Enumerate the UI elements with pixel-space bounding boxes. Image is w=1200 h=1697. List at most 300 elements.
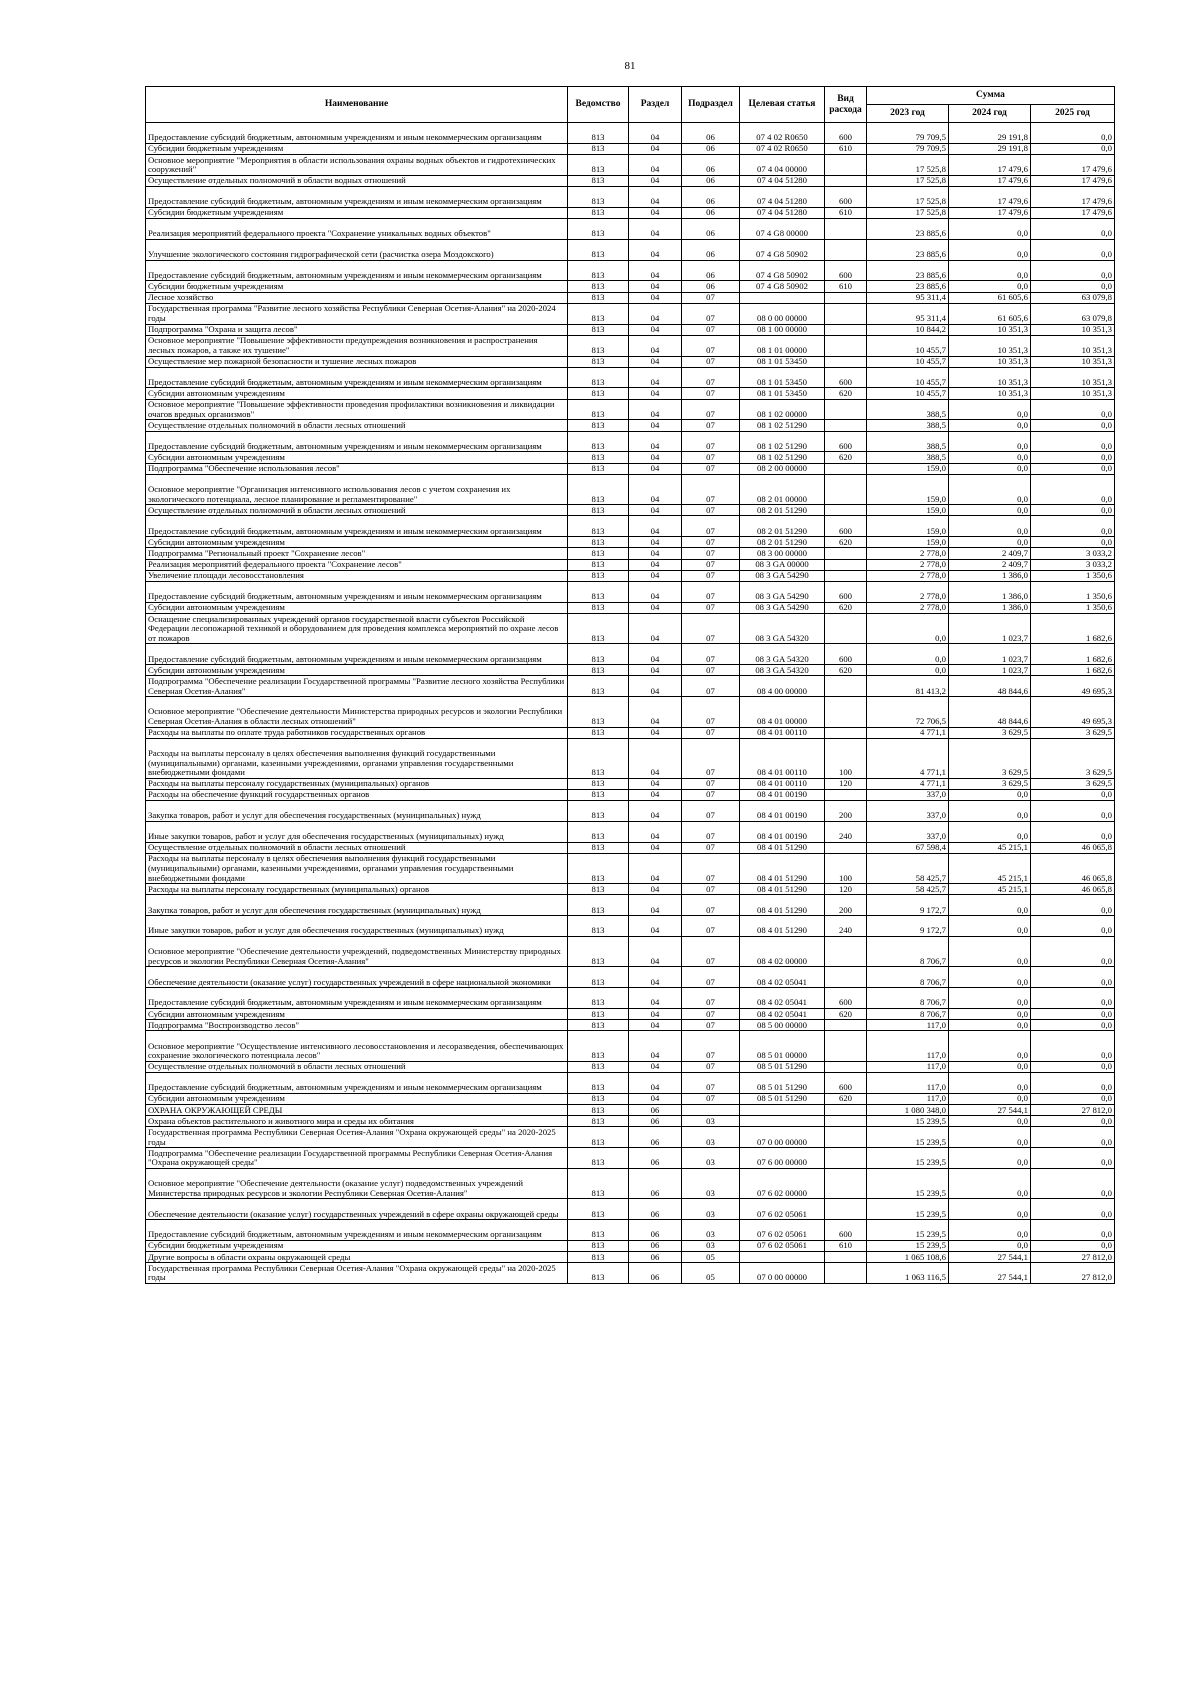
- row-razdel: 04: [629, 842, 682, 853]
- row-razdel: 06: [629, 1104, 682, 1115]
- row-sum-2023: 95 311,4: [867, 292, 949, 303]
- row-sum-2023: 337,0: [867, 821, 949, 842]
- row-celevaya: 08 3 GA 54290: [740, 602, 825, 613]
- row-sum-2024: 10 351,3: [949, 367, 1031, 388]
- row-sum-2023: 8 706,7: [867, 937, 949, 967]
- row-sum-2024: 0,0: [949, 967, 1031, 988]
- row-podrazdel: 06: [682, 239, 740, 260]
- row-vedomstvo: 813: [568, 505, 629, 516]
- row-sum-2023: 58 425,7: [867, 853, 949, 883]
- row-vid: 620: [825, 452, 867, 463]
- table-row: [146, 1127, 1115, 1148]
- row-name: Улучшение экологического состояния гидрографической сети (расчистка озера Моздокского): [146, 239, 568, 260]
- row-vedomstvo: 813: [568, 1072, 629, 1093]
- row-razdel: 04: [629, 916, 682, 937]
- row-razdel: 04: [629, 967, 682, 988]
- row-name: Увеличение площади лесовосстановления: [146, 570, 568, 581]
- row-sum-2025: 0,0: [1031, 967, 1115, 988]
- row-sum-2025: 0,0: [1031, 988, 1115, 1009]
- row-vedomstvo: 813: [568, 537, 629, 548]
- row-celevaya: 07 6 02 05061: [740, 1199, 825, 1220]
- row-celevaya: 07 4 04 51280: [740, 175, 825, 186]
- row-sum-2023: 95 311,4: [867, 303, 949, 324]
- table-row: [146, 218, 1115, 239]
- row-name: Оснащение специализированных учреждений органов государственной власти субъектов Российской Федерации лесопожарной техникой и оборудованием для проведения комплекса мероприятий по охране лесов от пожаров: [146, 613, 568, 643]
- row-razdel: 04: [629, 420, 682, 431]
- row-vedomstvo: 813: [568, 789, 629, 800]
- row-vid: 600: [825, 1072, 867, 1093]
- row-vedomstvo: 813: [568, 175, 629, 186]
- row-vedomstvo: 813: [568, 1009, 629, 1020]
- row-sum-2025: 0,0: [1031, 1072, 1115, 1093]
- row-vid: 610: [825, 143, 867, 154]
- table-row: [146, 123, 1115, 144]
- row-vedomstvo: 813: [568, 884, 629, 895]
- row-sum-2023: 2 778,0: [867, 559, 949, 570]
- row-vedomstvo: 813: [568, 207, 629, 218]
- row-razdel: 04: [629, 505, 682, 516]
- row-vedomstvo: 813: [568, 676, 629, 697]
- row-celevaya: 08 3 GA 00000: [740, 559, 825, 570]
- row-razdel: 04: [629, 303, 682, 324]
- row-sum-2024: 0,0: [949, 1220, 1031, 1241]
- row-sum-2024: 1 023,7: [949, 613, 1031, 643]
- row-vedomstvo: 813: [568, 420, 629, 431]
- table-row: [146, 789, 1115, 800]
- header-summa: Сумма: [867, 87, 1115, 105]
- row-vid: [825, 1252, 867, 1263]
- row-vedomstvo: 813: [568, 431, 629, 452]
- table-row: [146, 516, 1115, 537]
- table-row: [146, 474, 1115, 504]
- row-razdel: 04: [629, 895, 682, 916]
- row-vedomstvo: 813: [568, 801, 629, 822]
- row-sum-2025: 63 079,8: [1031, 292, 1115, 303]
- row-vedomstvo: 813: [568, 388, 629, 399]
- row-vedomstvo: 813: [568, 516, 629, 537]
- table-row: [146, 1240, 1115, 1251]
- row-name: Закупка товаров, работ и услуг для обеспечения государственных (муниципальных) нужд: [146, 801, 568, 822]
- row-name: Основное мероприятие "Мероприятия в области использования охраны водных объектов и гидротехнических сооружений": [146, 154, 568, 175]
- header-year-2023: 2023 год: [867, 105, 949, 123]
- row-sum-2023: 17 525,8: [867, 186, 949, 207]
- row-razdel: 04: [629, 292, 682, 303]
- row-vedomstvo: 813: [568, 1240, 629, 1251]
- row-podrazdel: 07: [682, 853, 740, 883]
- row-name: Субсидии автономным учреждениям: [146, 537, 568, 548]
- row-vedomstvo: 813: [568, 335, 629, 356]
- table-row: [146, 335, 1115, 356]
- row-name: Подпрограмма "Обеспечение реализации Государственной программы Республики Северная Осетия-Алания "Охрана окружающей среды": [146, 1148, 568, 1169]
- row-sum-2025: 1 350,6: [1031, 581, 1115, 602]
- row-sum-2025: 0,0: [1031, 1031, 1115, 1061]
- row-sum-2023: 117,0: [867, 1020, 949, 1031]
- table-row: [146, 1020, 1115, 1031]
- row-sum-2023: 23 885,6: [867, 218, 949, 239]
- row-sum-2025: 17 479,6: [1031, 175, 1115, 186]
- row-vid: [825, 474, 867, 504]
- row-vid: 600: [825, 431, 867, 452]
- row-name: Подпрограмма "Охрана и защита лесов": [146, 324, 568, 335]
- row-name: Подпрограмма "Воспроизводство лесов": [146, 1020, 568, 1031]
- table-row: [146, 644, 1115, 665]
- row-sum-2025: 0,0: [1031, 1220, 1115, 1241]
- row-celevaya: 08 4 01 51290: [740, 884, 825, 895]
- row-celevaya: 07 4 04 51280: [740, 186, 825, 207]
- row-vid: [825, 967, 867, 988]
- row-razdel: 04: [629, 853, 682, 883]
- row-sum-2024: 0,0: [949, 1009, 1031, 1020]
- row-sum-2023: 58 425,7: [867, 884, 949, 895]
- row-razdel: 04: [629, 801, 682, 822]
- row-vedomstvo: 813: [568, 559, 629, 570]
- row-sum-2025: 0,0: [1031, 123, 1115, 144]
- row-sum-2023: 1 065 108,6: [867, 1252, 949, 1263]
- row-sum-2023: 388,5: [867, 420, 949, 431]
- row-name: Предоставление субсидий бюджетным, автономным учреждениям и иным некоммерческим организациям: [146, 431, 568, 452]
- row-sum-2023: 388,5: [867, 399, 949, 420]
- row-sum-2023: 67 598,4: [867, 842, 949, 853]
- row-name: Предоставление субсидий бюджетным, автономным учреждениям и иным некоммерческим организациям: [146, 367, 568, 388]
- row-sum-2024: 0,0: [949, 895, 1031, 916]
- table-row: [146, 581, 1115, 602]
- row-podrazdel: 07: [682, 697, 740, 727]
- row-podrazdel: 07: [682, 292, 740, 303]
- table-row: [146, 613, 1115, 643]
- row-celevaya: 08 3 GA 54290: [740, 581, 825, 602]
- row-razdel: 06: [629, 1252, 682, 1263]
- row-sum-2025: 0,0: [1031, 452, 1115, 463]
- row-sum-2025: 46 065,8: [1031, 853, 1115, 883]
- row-vedomstvo: 813: [568, 1116, 629, 1127]
- row-sum-2025: 27 812,0: [1031, 1252, 1115, 1263]
- row-celevaya: 07 6 00 00000: [740, 1148, 825, 1169]
- row-name: Предоставление субсидий бюджетным, автономным учреждениям и иным некоммерческим организациям: [146, 988, 568, 1009]
- row-sum-2025: 0,0: [1031, 537, 1115, 548]
- row-vid: [825, 218, 867, 239]
- row-name: Осуществление отдельных полномочий в области водных отношений: [146, 175, 568, 186]
- row-sum-2024: 1 386,0: [949, 602, 1031, 613]
- row-sum-2023: 159,0: [867, 463, 949, 474]
- row-sum-2024: 2 409,7: [949, 548, 1031, 559]
- row-sum-2025: 10 351,3: [1031, 367, 1115, 388]
- row-razdel: 04: [629, 789, 682, 800]
- row-sum-2025: 0,0: [1031, 218, 1115, 239]
- row-sum-2025: 17 479,6: [1031, 154, 1115, 175]
- row-sum-2023: 23 885,6: [867, 260, 949, 281]
- row-name: Подпрограмма "Обеспечение реализации Государственной программы "Развитие лесного хозяйства Республики Северная Осетия-Алания": [146, 676, 568, 697]
- row-razdel: 04: [629, 1093, 682, 1104]
- row-podrazdel: 07: [682, 452, 740, 463]
- row-name: Подпрограмма "Обеспечение использования лесов": [146, 463, 568, 474]
- row-podrazdel: 03: [682, 1240, 740, 1251]
- row-podrazdel: 07: [682, 324, 740, 335]
- row-name: Основное мероприятие "Обеспечение деятельности Министерства природных ресурсов и экологии Республики Северная Осетия-Алания в области лесных отношений": [146, 697, 568, 727]
- row-sum-2024: 48 844,6: [949, 697, 1031, 727]
- row-vedomstvo: 813: [568, 697, 629, 727]
- row-vedomstvo: 813: [568, 581, 629, 602]
- table-row: [146, 842, 1115, 853]
- row-sum-2025: 63 079,8: [1031, 303, 1115, 324]
- row-vedomstvo: 813: [568, 967, 629, 988]
- row-celevaya: 08 4 00 00000: [740, 676, 825, 697]
- row-vedomstvo: 813: [568, 260, 629, 281]
- row-vid: [825, 463, 867, 474]
- row-podrazdel: 07: [682, 895, 740, 916]
- row-celevaya: 08 4 01 51290: [740, 895, 825, 916]
- row-sum-2024: 0,0: [949, 1168, 1031, 1198]
- row-celevaya: 07 4 G8 50902: [740, 260, 825, 281]
- row-sum-2023: 81 413,2: [867, 676, 949, 697]
- table-row: [146, 602, 1115, 613]
- row-sum-2024: 0,0: [949, 1240, 1031, 1251]
- row-sum-2023: 23 885,6: [867, 281, 949, 292]
- row-razdel: 06: [629, 1116, 682, 1127]
- table-row: [146, 895, 1115, 916]
- row-podrazdel: 06: [682, 218, 740, 239]
- row-celevaya: 07 4 02 R0650: [740, 143, 825, 154]
- row-vedomstvo: 813: [568, 1220, 629, 1241]
- row-sum-2024: 0,0: [949, 916, 1031, 937]
- row-sum-2023: 15 239,5: [867, 1168, 949, 1198]
- header-name: Наименование: [146, 87, 568, 123]
- table-row: [146, 1093, 1115, 1104]
- row-sum-2024: 0,0: [949, 1116, 1031, 1127]
- row-name: Осуществление отдельных полномочий в области лесных отношений: [146, 842, 568, 853]
- row-name: Субсидии бюджетным учреждениям: [146, 207, 568, 218]
- row-name: Субсидии бюджетным учреждениям: [146, 281, 568, 292]
- table-row: [146, 537, 1115, 548]
- table-body: [146, 123, 1115, 1284]
- row-vid: [825, 1148, 867, 1169]
- row-celevaya: 08 5 00 00000: [740, 1020, 825, 1031]
- row-vid: 610: [825, 281, 867, 292]
- row-name: Основное мероприятие "Осуществление интенсивного лесовосстановления и лесоразведения, обеспечивающих сохранение экологического потенциала лесов": [146, 1031, 568, 1061]
- row-sum-2025: 0,0: [1031, 1199, 1115, 1220]
- row-sum-2025: 1 350,6: [1031, 602, 1115, 613]
- row-sum-2024: 17 479,6: [949, 186, 1031, 207]
- row-razdel: 04: [629, 463, 682, 474]
- row-name: Основное мероприятие "Повышение эффективности проведения профилактики возникновения и ликвидации очагов вредных организмов": [146, 399, 568, 420]
- row-sum-2024: 0,0: [949, 937, 1031, 967]
- table-row: [146, 1168, 1115, 1198]
- row-podrazdel: 03: [682, 1168, 740, 1198]
- table-row: [146, 207, 1115, 218]
- row-vid: [825, 175, 867, 186]
- row-vedomstvo: 813: [568, 937, 629, 967]
- row-sum-2025: 3 033,2: [1031, 559, 1115, 570]
- row-razdel: 04: [629, 644, 682, 665]
- table-row: [146, 821, 1115, 842]
- row-vedomstvo: 813: [568, 474, 629, 504]
- row-name: Основное мероприятие "Обеспечение деятельности (оказание услуг) подведомственных учреждений Министерства природных ресурсов и экологии Республики Северная Осетия-Алания": [146, 1168, 568, 1198]
- row-vid: 610: [825, 1240, 867, 1251]
- row-celevaya: 08 1 02 51290: [740, 431, 825, 452]
- row-vid: 620: [825, 537, 867, 548]
- row-sum-2024: 10 351,3: [949, 388, 1031, 399]
- row-podrazdel: 06: [682, 154, 740, 175]
- row-sum-2023: 388,5: [867, 452, 949, 463]
- row-vedomstvo: 813: [568, 570, 629, 581]
- table-row: [146, 175, 1115, 186]
- row-podrazdel: 07: [682, 505, 740, 516]
- row-razdel: 04: [629, 154, 682, 175]
- row-sum-2023: 9 172,7: [867, 916, 949, 937]
- table-row: [146, 367, 1115, 388]
- row-razdel: 04: [629, 474, 682, 504]
- row-name: Государственная программа "Развитие лесного хозяйства Республики Северная Осетия-Алания" на 2020-2024 годы: [146, 303, 568, 324]
- table-row: [146, 1252, 1115, 1263]
- row-sum-2023: 0,0: [867, 613, 949, 643]
- row-sum-2023: 4 771,1: [867, 727, 949, 738]
- row-sum-2024: 17 479,6: [949, 154, 1031, 175]
- row-razdel: 04: [629, 1020, 682, 1031]
- budget-table: [145, 86, 1115, 1284]
- row-vid: 100: [825, 738, 867, 778]
- row-vedomstvo: 813: [568, 895, 629, 916]
- row-vedomstvo: 813: [568, 143, 629, 154]
- table-row: [146, 778, 1115, 789]
- row-sum-2024: 45 215,1: [949, 842, 1031, 853]
- row-podrazdel: 07: [682, 842, 740, 853]
- row-sum-2023: 9 172,7: [867, 895, 949, 916]
- row-sum-2024: 27 544,1: [949, 1104, 1031, 1115]
- table-row: [146, 420, 1115, 431]
- row-sum-2025: 0,0: [1031, 1148, 1115, 1169]
- row-sum-2024: 45 215,1: [949, 853, 1031, 883]
- row-podrazdel: 07: [682, 988, 740, 1009]
- table-row: [146, 801, 1115, 822]
- row-celevaya: 08 3 00 00000: [740, 548, 825, 559]
- table-row: [146, 1148, 1115, 1169]
- row-name: Обеспечение деятельности (оказание услуг) государственных учреждений в сфере охраны окружающей среды: [146, 1199, 568, 1220]
- row-sum-2025: 0,0: [1031, 420, 1115, 431]
- row-vedomstvo: 813: [568, 548, 629, 559]
- row-sum-2025: 0,0: [1031, 937, 1115, 967]
- table-row: [146, 1199, 1115, 1220]
- row-vid: [825, 842, 867, 853]
- table-row: [146, 463, 1115, 474]
- row-name: Субсидии бюджетным учреждениям: [146, 143, 568, 154]
- row-sum-2023: 0,0: [867, 665, 949, 676]
- row-podrazdel: 07: [682, 388, 740, 399]
- row-celevaya: 08 1 01 00000: [740, 335, 825, 356]
- row-podrazdel: 07: [682, 789, 740, 800]
- row-sum-2023: 10 455,7: [867, 335, 949, 356]
- row-razdel: 04: [629, 602, 682, 613]
- row-celevaya: 07 4 G8 50902: [740, 281, 825, 292]
- row-sum-2024: 3 629,5: [949, 727, 1031, 738]
- table-row: [146, 239, 1115, 260]
- row-vedomstvo: 813: [568, 123, 629, 144]
- row-vedomstvo: 813: [568, 1263, 629, 1284]
- row-sum-2024: 27 544,1: [949, 1263, 1031, 1284]
- row-podrazdel: 07: [682, 303, 740, 324]
- row-sum-2025: 0,0: [1031, 895, 1115, 916]
- row-podrazdel: 07: [682, 559, 740, 570]
- row-celevaya: 08 2 01 51290: [740, 505, 825, 516]
- row-name: Основное мероприятие "Повышение эффективности предупреждения возникновения и распространения лесных пожаров, а также их тушение": [146, 335, 568, 356]
- row-sum-2023: 4 771,1: [867, 778, 949, 789]
- row-podrazdel: 07: [682, 367, 740, 388]
- row-celevaya: 08 4 01 00110: [740, 778, 825, 789]
- row-vid: [825, 613, 867, 643]
- row-sum-2025: 3 033,2: [1031, 548, 1115, 559]
- row-vid: [825, 239, 867, 260]
- row-sum-2025: 27 812,0: [1031, 1263, 1115, 1284]
- table-row: [146, 1072, 1115, 1093]
- row-name: Предоставление субсидий бюджетным, автономным учреждениям и иным некоммерческим организациям: [146, 1072, 568, 1093]
- row-razdel: 04: [629, 559, 682, 570]
- row-sum-2025: 0,0: [1031, 516, 1115, 537]
- row-sum-2023: 17 525,8: [867, 154, 949, 175]
- row-razdel: 04: [629, 239, 682, 260]
- row-vid: [825, 324, 867, 335]
- row-vid: 600: [825, 516, 867, 537]
- row-vedomstvo: 813: [568, 738, 629, 778]
- row-razdel: 04: [629, 399, 682, 420]
- row-celevaya: [740, 1252, 825, 1263]
- row-razdel: 04: [629, 581, 682, 602]
- row-celevaya: 08 5 01 51290: [740, 1093, 825, 1104]
- row-name: Субсидии автономным учреждениям: [146, 452, 568, 463]
- row-vedomstvo: 813: [568, 292, 629, 303]
- row-vid: 240: [825, 916, 867, 937]
- row-podrazdel: 07: [682, 548, 740, 559]
- row-sum-2024: 45 215,1: [949, 884, 1031, 895]
- row-celevaya: 08 4 01 00190: [740, 821, 825, 842]
- table-row: [146, 1009, 1115, 1020]
- row-sum-2023: 79 709,5: [867, 123, 949, 144]
- row-razdel: 04: [629, 988, 682, 1009]
- row-celevaya: 08 4 01 00000: [740, 697, 825, 727]
- table-row: [146, 281, 1115, 292]
- row-name: Государственная программа Республики Северная Осетия-Алания "Охрана окружающей среды" на 2020-2025 годы: [146, 1263, 568, 1284]
- row-razdel: 04: [629, 1009, 682, 1020]
- row-sum-2024: 0,0: [949, 1127, 1031, 1148]
- row-sum-2023: 10 455,7: [867, 367, 949, 388]
- row-razdel: 04: [629, 1061, 682, 1072]
- row-sum-2023: 72 706,5: [867, 697, 949, 727]
- row-name: ОХРАНА ОКРУЖАЮЩЕЙ СРЕДЫ: [146, 1104, 568, 1115]
- row-vedomstvo: 813: [568, 1093, 629, 1104]
- table-row: [146, 154, 1115, 175]
- page-number: 81: [624, 60, 636, 72]
- row-sum-2024: 0,0: [949, 420, 1031, 431]
- row-sum-2023: 159,0: [867, 505, 949, 516]
- row-vedomstvo: 813: [568, 602, 629, 613]
- row-sum-2023: 159,0: [867, 516, 949, 537]
- row-celevaya: 08 4 02 05041: [740, 988, 825, 1009]
- row-vedomstvo: 813: [568, 665, 629, 676]
- row-podrazdel: 07: [682, 602, 740, 613]
- row-sum-2023: 117,0: [867, 1093, 949, 1104]
- row-sum-2025: 0,0: [1031, 1061, 1115, 1072]
- table-row: [146, 452, 1115, 463]
- row-sum-2024: 48 844,6: [949, 676, 1031, 697]
- row-vedomstvo: 813: [568, 644, 629, 665]
- row-celevaya: 07 0 00 00000: [740, 1127, 825, 1148]
- row-sum-2023: 2 778,0: [867, 570, 949, 581]
- row-sum-2023: 337,0: [867, 789, 949, 800]
- row-razdel: 04: [629, 143, 682, 154]
- table-row: [146, 186, 1115, 207]
- row-sum-2025: 0,0: [1031, 916, 1115, 937]
- row-sum-2023: 4 771,1: [867, 738, 949, 778]
- row-sum-2025: 0,0: [1031, 463, 1115, 474]
- header-celevaya: Целевая статья: [740, 87, 825, 123]
- row-vedomstvo: 813: [568, 1031, 629, 1061]
